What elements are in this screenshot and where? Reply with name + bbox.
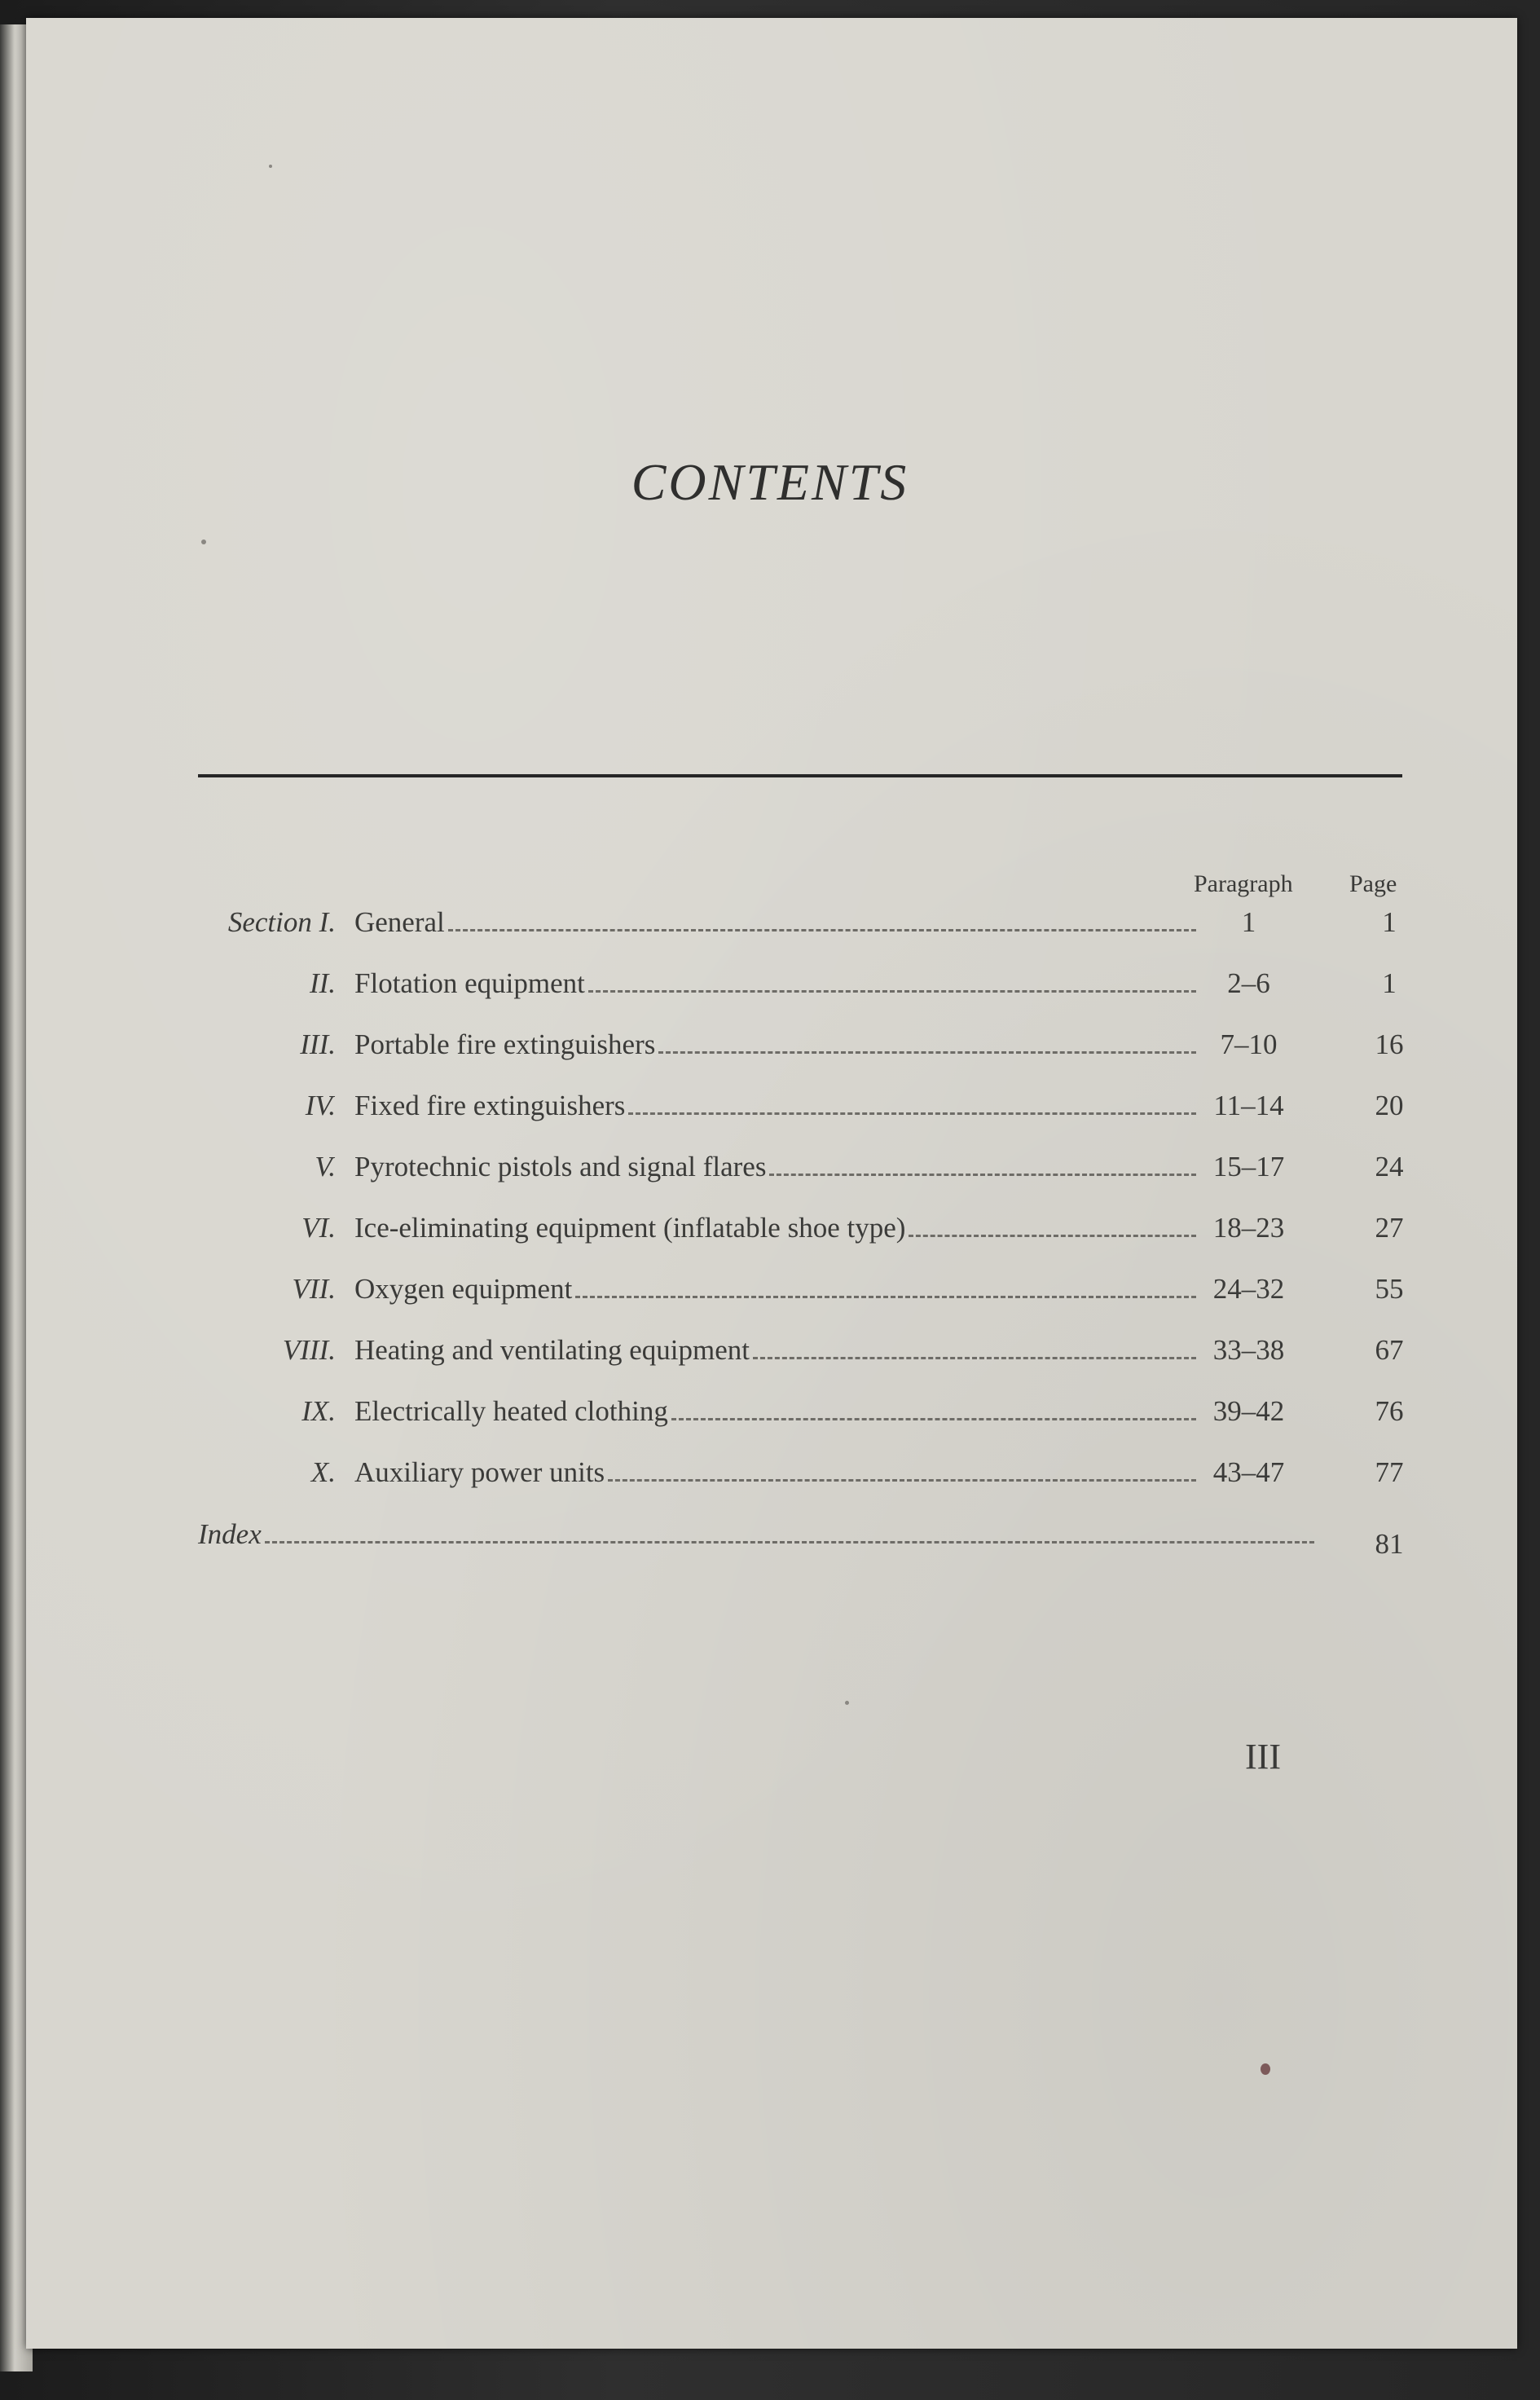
index-page-number: 81	[1375, 1528, 1404, 1560]
dot-leader	[753, 1334, 1196, 1359]
dot-leader	[575, 1273, 1196, 1298]
toc-row[interactable]	[0, 1456, 1540, 1497]
toc-page-number: 16	[1375, 1028, 1404, 1060]
toc-entry-title: Portable fire extinguishers	[354, 1028, 656, 1060]
page-title: CONTENTS	[631, 453, 909, 511]
toc-section-number: II.	[309, 967, 336, 999]
dot-leader	[265, 1518, 1314, 1543]
toc-page-number: 1	[1382, 967, 1397, 999]
toc-paragraph-range: 2–6	[1227, 967, 1270, 999]
paper-speck	[845, 1701, 849, 1705]
toc-row[interactable]	[0, 1028, 1540, 1069]
toc-row[interactable]	[0, 1395, 1540, 1436]
toc-paragraph-range: 7–10	[1220, 1028, 1278, 1060]
index-label: Index	[198, 1518, 262, 1550]
dot-leader	[769, 1151, 1196, 1176]
toc-index-row[interactable]	[198, 1518, 1314, 1559]
toc-page-number: 1	[1382, 906, 1397, 938]
toc-section-number: V.	[315, 1151, 336, 1182]
toc-page-number: 24	[1375, 1151, 1404, 1182]
page-folio: III	[1245, 1737, 1281, 1777]
toc-page-number: 67	[1375, 1334, 1404, 1366]
toc-entry-title: Ice-eliminating equipment (inflatable shoe type)	[354, 1212, 906, 1244]
column-header-page: Page	[1349, 870, 1397, 897]
toc-entry-title: General	[354, 906, 445, 938]
toc-entry-title: Heating and ventilating equipment	[354, 1334, 750, 1366]
column-header-paragraph: Paragraph	[1194, 870, 1293, 897]
toc-section-number: IX.	[301, 1395, 336, 1427]
toc-entry-title: Auxiliary power units	[354, 1456, 605, 1488]
toc-entry-title: Flotation equipment	[354, 967, 585, 999]
toc-paragraph-range: 11–14	[1213, 1090, 1284, 1121]
dot-leader	[658, 1028, 1196, 1054]
toc-section-number: IV.	[305, 1090, 336, 1121]
toc-row[interactable]	[0, 1212, 1540, 1253]
dot-leader	[448, 906, 1196, 931]
toc-paragraph-range: 33–38	[1212, 1334, 1285, 1366]
toc-paragraph-range: 43–47	[1212, 1456, 1285, 1488]
dot-leader	[608, 1456, 1196, 1482]
toc-section-number: VI.	[301, 1212, 336, 1244]
paper-speck	[269, 165, 272, 168]
title-rule	[198, 774, 1402, 777]
toc-row[interactable]	[0, 906, 1540, 947]
toc-page-number: 27	[1375, 1212, 1404, 1244]
toc-page-number: 76	[1375, 1395, 1404, 1427]
dot-leader	[671, 1395, 1196, 1420]
toc-paragraph-range: 1	[1241, 906, 1256, 938]
dot-leader	[909, 1212, 1196, 1237]
toc-row[interactable]	[0, 1090, 1540, 1130]
toc-section-number: VII.	[292, 1273, 336, 1305]
dot-leader	[628, 1090, 1196, 1115]
toc-page-number: 20	[1375, 1090, 1404, 1121]
toc-row[interactable]	[0, 1273, 1540, 1314]
toc-row[interactable]	[0, 1334, 1540, 1375]
toc-section-number: Section I.	[227, 906, 336, 938]
toc-paragraph-range: 15–17	[1212, 1151, 1285, 1182]
toc-paragraph-range: 18–23	[1212, 1212, 1285, 1244]
toc-entry-title: Electrically heated clothing	[354, 1395, 668, 1427]
toc-entry-title: Pyrotechnic pistols and signal flares	[354, 1151, 767, 1182]
toc-section-number: VIII.	[282, 1334, 336, 1366]
toc-paragraph-range: 39–42	[1212, 1395, 1285, 1427]
toc-row[interactable]	[0, 967, 1540, 1008]
toc-page-number: 77	[1375, 1456, 1404, 1488]
toc-entry-title: Oxygen equipment	[354, 1273, 573, 1305]
toc-row[interactable]	[0, 1151, 1540, 1191]
toc-section-number: III.	[300, 1028, 336, 1060]
toc-page-number: 55	[1375, 1273, 1404, 1305]
toc-section-number: X.	[310, 1456, 336, 1488]
toc-paragraph-range: 24–32	[1212, 1273, 1285, 1305]
paper-speck	[201, 539, 206, 544]
toc-entry-title: Fixed fire extinguishers	[354, 1090, 626, 1121]
dot-leader	[588, 967, 1196, 993]
paper-speck	[1261, 2063, 1270, 2075]
